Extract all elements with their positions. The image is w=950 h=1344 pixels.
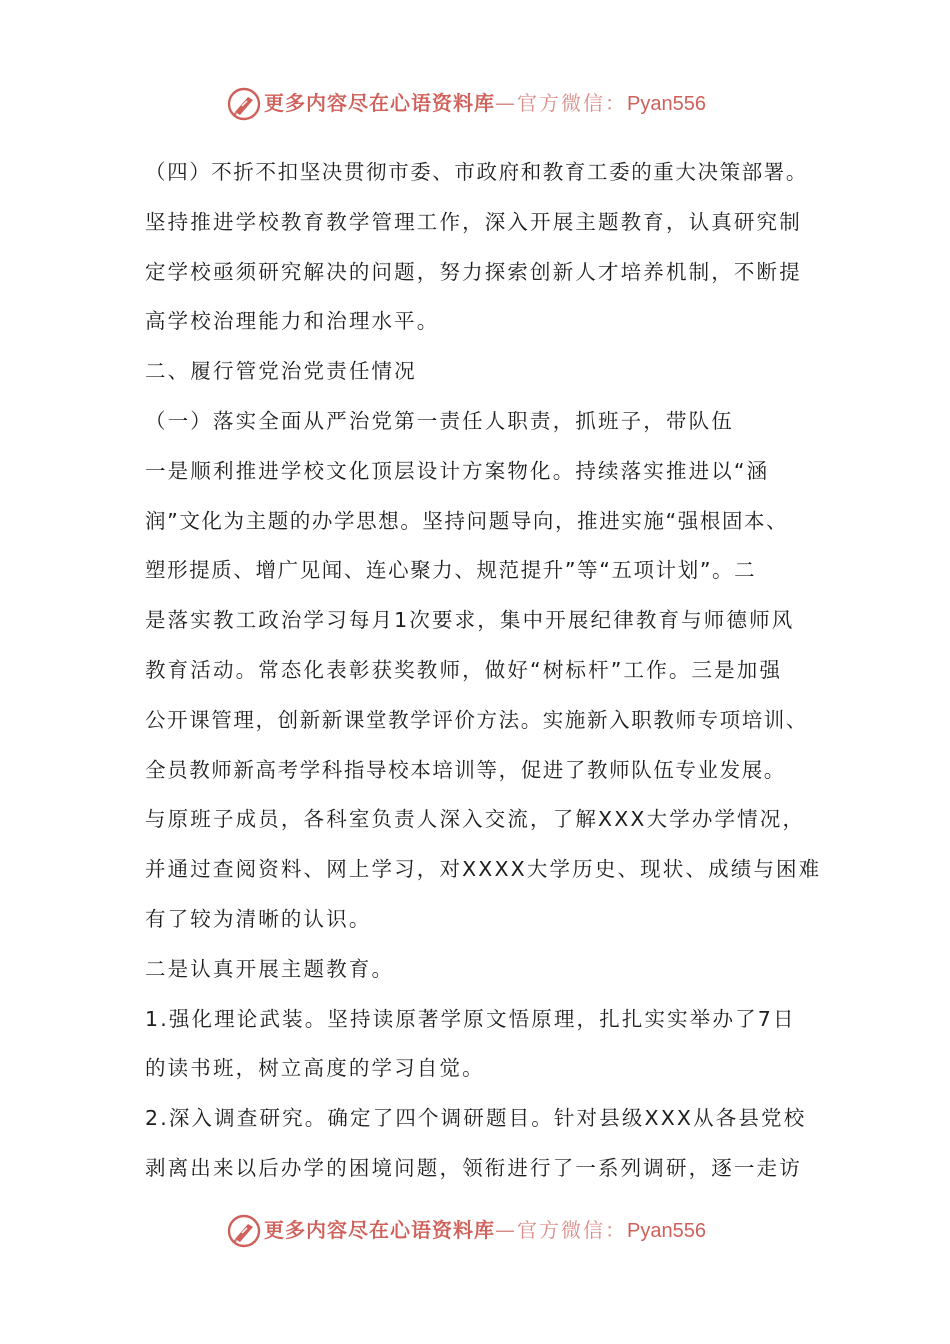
text-line: 定学校亟须研究解决的问题，努力探索创新人才培养机制，不断提 bbox=[145, 259, 802, 284]
text-line: 一是顺利推进学校文化顶层设计方案物化。持续落实推进以“涵 bbox=[145, 458, 770, 483]
section-heading: 二、履行管党治党责任情况 bbox=[145, 359, 417, 384]
text-line: 1.强化理论武装。坚持读原著学原文悟原理，扎扎实实举办了7日 bbox=[145, 1006, 796, 1031]
text-line: 并通过查阅资料、网上学习，对XXXX大学历史、现状、成绩与困难 bbox=[145, 857, 822, 882]
watermark-banner-top bbox=[0, 84, 950, 124]
text-line: 剥离出来以后办学的困境问题，领衔进行了一系列调研，逐一走访 bbox=[145, 1155, 802, 1180]
watermark-text: 更多内容尽在心语资料库—官方微信：Pyan556 bbox=[264, 91, 706, 115]
text-line: 有了较为清晰的认识。 bbox=[145, 906, 372, 931]
pen-nib-logo-icon bbox=[226, 1213, 262, 1249]
text-line: 坚持推进学校教育教学管理工作，深入开展主题教育，认真研究制 bbox=[145, 209, 802, 234]
text-line: 塑形提质、增广见闻、连心聚力、规范提升”等“五项计划”。二 bbox=[145, 558, 757, 583]
text-line: 二是认真开展主题教育。 bbox=[145, 956, 395, 981]
text-line: 教育活动。常态化表彰获奖教师，做好“树标杆”工作。三是加强 bbox=[145, 657, 783, 682]
text-line: 2.深入调查研究。确定了四个调研题目。针对县级XXX从各县党校 bbox=[145, 1106, 807, 1131]
text-line: （四）不折不扣坚决贯彻市委、市政府和教育工委的重大决策部署。 bbox=[145, 160, 808, 184]
document-body bbox=[145, 148, 822, 1194]
text-line: 全员教师新高考学科指导校本培训等，促进了教师队伍专业发展。 bbox=[145, 757, 786, 782]
subsection-heading: （一）落实全面从严治党第一责任人职责，抓班子，带队伍 bbox=[145, 408, 734, 433]
text-line: 高学校治理能力和治理水平。 bbox=[145, 309, 440, 334]
pen-nib-logo-icon bbox=[226, 86, 262, 122]
text-line: 与原班子成员，各科室负责人深入交流，了解XXX大学办学情况， bbox=[145, 807, 806, 832]
text-line: 是落实教工政治学习每月1次要求，集中开展纪律教育与师德师风 bbox=[145, 608, 795, 633]
text-line: 的读书班，树立高度的学习自觉。 bbox=[145, 1056, 485, 1081]
watermark-banner-bottom bbox=[0, 1211, 950, 1251]
watermark-text: 更多内容尽在心语资料库—官方微信：Pyan556 bbox=[264, 1218, 706, 1242]
text-line: 润”文化为主题的办学思想。坚持问题导向，推进实施“强根固本、 bbox=[145, 508, 789, 533]
text-line: 公开课管理，创新新课堂教学评价方法。实施新入职教师专项培训、 bbox=[145, 707, 808, 732]
